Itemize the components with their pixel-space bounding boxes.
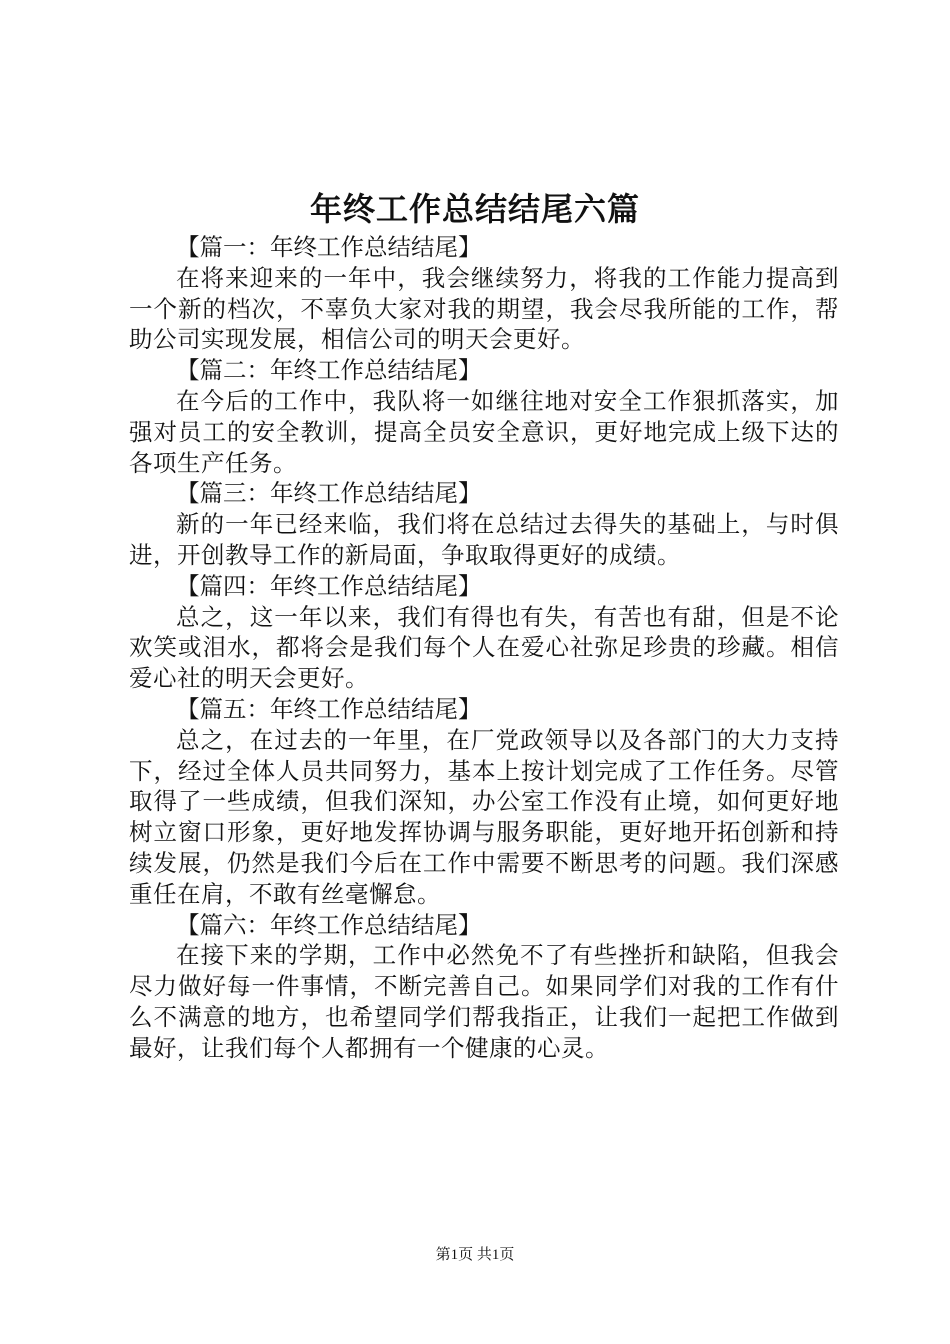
section-text-4: 总之，这一年以来，我们有得也有失，有苦也有甜，但是不论欢笑或泪水，都将会是我们每个人在爱心社弥足珍贵的珍藏。相信爱心社的明天会更好。 [129,602,839,693]
page-footer: 第1页 共1页 [435,1247,515,1263]
section-text-1: 在将来迎来的一年中，我会继续努力，将我的工作能力提高到一个新的档次，不辜负大家对我的期望，我会尽我所能的工作，帮助公司实现发展，相信公司的明天会更好。 [129,263,839,354]
section-heading-5: 【篇五：年终工作总结结尾】 [176,694,482,723]
section-heading-1: 【篇一：年终工作总结结尾】 [176,233,482,261]
section-text-3: 新的一年已经来临，我们将在总结过去得失的基础上，与时俱进，开创教导工作的新局面，争取取得更好的成绩。 [129,510,839,569]
section-text-5: 总之，在过去的一年里，在厂党政领导以及各部门的大力支持下，经过全体人员共同努力，基本上按计划完成了工作任务。尽管取得了一些成绩，但我们深知，办公室工作没有止境，如何更好地树立窗口形象，更好地发挥协调与服务职能，更好地开拓创新和持续发展，仍然是我们今后在工作中需要不断思考的问题。我们深感重任在肩，不敢有丝毫懈怠。 [129,725,839,908]
section-heading-4: 【篇四：年终工作总结结尾】 [176,571,482,600]
section-heading-2: 【篇二：年终工作总结结尾】 [176,356,482,385]
section-text-6: 在接下来的学期，工作中必然免不了有些挫折和缺陷，但我会尽力做好每一件事情，不断完善自己。如果同学们对我的工作有什么不满意的地方，也希望同学们帮我指正，让我们一起把工作做到最好，让我们每个人都拥有一个健康的心灵。 [129,941,839,1062]
document-body [129,232,839,1064]
section-text-2: 在今后的工作中，我队将一如继往地对安全工作狠抓落实，加强对员工的安全教训，提高全员安全意识，更好地完成上级下达的各项生产任务。 [129,386,839,477]
section-heading-6: 【篇六：年终工作总结结尾】 [176,910,482,939]
document-title: 年终工作总结结尾六篇 [309,190,640,228]
section-heading-3: 【篇三：年终工作总结结尾】 [176,479,482,508]
